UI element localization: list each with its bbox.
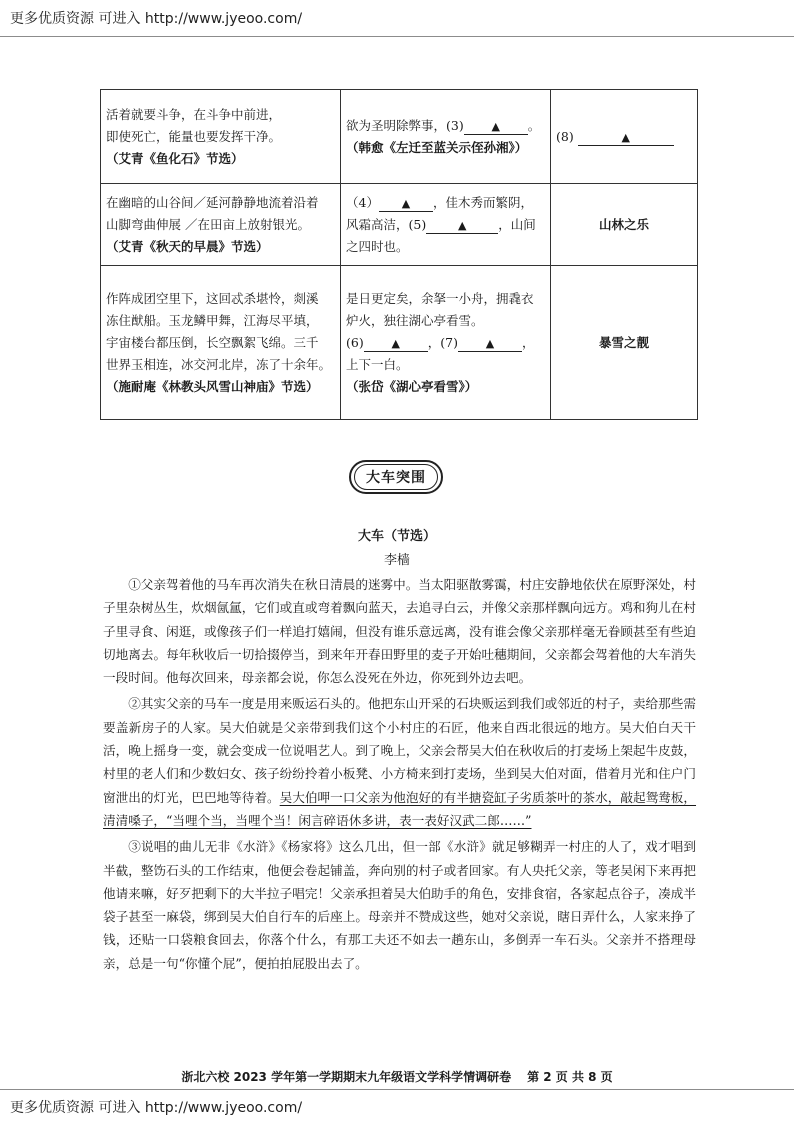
modern-line: 宇宙楼台都压倒，长空飘絮飞绵。三千 bbox=[106, 334, 319, 350]
classical-line: 上下一白。 bbox=[346, 356, 409, 372]
modern-poem-cell bbox=[101, 90, 341, 184]
article-title: 大车（节选） bbox=[357, 529, 436, 544]
modern-line: 山脚弯曲伸展 ／在田亩上放射银光。 bbox=[106, 216, 310, 232]
top-banner: 更多优质资源 可进入 http://www.jyeoo.com/ bbox=[10, 11, 303, 27]
answer-blank-5[interactable] bbox=[426, 218, 498, 234]
answer-blank-8[interactable] bbox=[578, 130, 674, 146]
section-badge bbox=[349, 460, 443, 494]
classical-line: 是日更定矣，余拏一小舟，拥毳衣 bbox=[346, 290, 534, 306]
table-row bbox=[101, 184, 698, 266]
page-footer bbox=[0, 1068, 794, 1085]
theme-cell: 山林之乐 bbox=[551, 184, 698, 266]
article-body bbox=[103, 573, 696, 975]
answer-blank-4[interactable] bbox=[379, 196, 433, 212]
paragraph: ③说唱的曲儿无非《水浒》《杨家将》这么几出，但一部《水浒》就足够糊弄一村庄的人了，戏才唱到半截，整饬石头的工作结束，他便会卷起铺盖，奔向别的村子或者回家。有人央托父亲，等老吴闲下来再把他请来嘛，好歹把剩下的大半拉子唱完！父亲承担着吴大伯助手的角色，安排食宿，各家起点谷子，凑成半袋子甚至一麻袋，绑到吴大伯自行车的后座上。母亲并不赞成这些，她对父亲说，瞎日弄什么，人家来挣了钱，还贴一口袋粮食回去，你落个什么，有那工夫还不如去一趟东山，多倒弄一车石头。父亲并不搭理母亲，总是一句“你懂个屁”，便拍拍屁股出去了。 bbox=[103, 839, 696, 971]
page-number: 第 2 页 共 8 页 bbox=[527, 1070, 613, 1084]
classical-poem-cell bbox=[341, 266, 551, 420]
top-divider bbox=[0, 36, 794, 37]
modern-line: 在幽暗的山谷间／延河静静地流着沿着 bbox=[106, 194, 319, 210]
triangle-marker-icon: ▲ bbox=[485, 336, 495, 350]
modern-poem-cell bbox=[101, 184, 341, 266]
classical-line: 之四时也。 bbox=[346, 238, 409, 254]
classical-line: 风霜高洁，(5) ▲ ，山间 bbox=[346, 216, 536, 232]
answer-blank-7[interactable] bbox=[458, 336, 522, 352]
classical-poem-cell bbox=[341, 90, 551, 184]
theme-cell: 暴雪之靓 bbox=[551, 266, 698, 420]
exam-title: 浙北六校 2023 学年第一学期期末九年级语文学科学情调研卷 bbox=[181, 1070, 512, 1084]
paragraph: ②其实父亲的马车一度是用来贩运石头的。他把东山开采的石块贩运到我们或邻近的村子，卖给那些需要盖新房子的人家。吴大伯就是父亲带到我们这个小村庄的石匠，他来自西北很远的地方。吴大伯白天干活，晚上摇身一变，就会变成一位说唱艺人。到了晚上，父亲会帮吴大伯在秋收后的打麦场上架起牛皮鼓，村里的老人们和少数妇女、孩子纷纷拎着小板凳、小方椅来到打麦场，坐到吴大伯对面，借着月光和住户门窗泄出的灯光，巴巴地等待着。吴大伯呷一口父亲为他泡好的有半搪瓷缸子劣质茶叶的茶水，敲起鸳鸯板，清清嗓子，“当哩个当，当哩个当！闲言碎语休多讲，表一表好汉武二郎……” bbox=[103, 696, 697, 828]
triangle-marker-icon: ▲ bbox=[621, 130, 630, 144]
table-row bbox=[101, 266, 698, 420]
modern-source: （艾青《秋天的早晨》节选） bbox=[106, 238, 269, 254]
poem-comparison-table bbox=[100, 89, 698, 420]
table-row bbox=[101, 90, 698, 184]
modern-source: （施耐庵《林教头风雪山神庙》节选） bbox=[106, 378, 319, 394]
classical-source: （张岱《湖心亭看雪》） bbox=[346, 378, 478, 394]
theme-cell: (8) ▲ bbox=[551, 90, 698, 184]
modern-line: 作阵成团空里下，这回忒杀堪怜，剡溪 bbox=[106, 290, 319, 306]
triangle-marker-icon: ▲ bbox=[391, 336, 400, 350]
paragraph: ①父亲驾着他的马车再次消失在秋日清晨的迷雾中。当太阳驱散雾霭，村庄安静地依伏在原野深处，村子里杂树丛生，炊烟氤氲，它们或直或弯着飘向蓝天，去追寻白云，并像父亲那样飘向远方。鸡和狗儿在村子里寻食、闲逛，或像孩子们一样追打嬉闹，但没有谁乐意远离，没有谁会像父亲那样毫无眷顾甚至有些迫切地离去。每年秋收后一切拾掇停当，到来年开春田野里的麦子开始吐穗期间，父亲都会驾着他的大车消失一段时间。他每次回来，母亲都会说，你怎么没死在外边，你死到外边去吧。 bbox=[103, 577, 696, 686]
modern-line: 世界玉相连，冰交河北岸，冻了十余年。 bbox=[106, 356, 332, 372]
underlined-sentence: 吴大伯呷一口父亲为他泡好的有半搪瓷缸子劣质茶叶的茶水，敲起鸳鸯板，清清嗓子，“当哩个当，当哩个当！闲言碎语休多讲，表一表好汉武二郎……” bbox=[103, 789, 697, 828]
answer-blank-3[interactable] bbox=[464, 119, 528, 135]
modern-line: 冻住猷船。玉龙鳞甲舞，江海尽平填， bbox=[106, 312, 319, 328]
modern-source: （艾青《鱼化石》节选） bbox=[106, 150, 244, 166]
modern-poem-cell bbox=[101, 266, 341, 420]
triangle-marker-icon: ▲ bbox=[401, 196, 411, 210]
classical-line: （4） ▲ ，佳木秀而繁阴， bbox=[346, 194, 533, 210]
article-author: 李樯 bbox=[383, 553, 410, 568]
classical-line: (6) ▲ ，(7) ▲ ， bbox=[346, 334, 535, 350]
triangle-marker-icon: ▲ bbox=[458, 218, 467, 232]
modern-line: 活着就要斗争，在斗争中前进， bbox=[106, 106, 282, 122]
section-badge-label: 大车突围 bbox=[354, 464, 438, 490]
answer-blank-6[interactable] bbox=[364, 336, 428, 352]
classical-line: 欲为圣明除弊事，(3) ▲ 。 bbox=[346, 117, 541, 133]
classical-source: （韩愈《左迁至蓝关示侄孙湘》） bbox=[346, 139, 528, 155]
bottom-divider bbox=[0, 1089, 794, 1090]
bottom-banner: 更多优质资源 可进入 http://www.jyeoo.com/ bbox=[10, 1100, 303, 1116]
modern-line: 即使死亡，能量也要发挥干净。 bbox=[106, 128, 282, 144]
classical-poem-cell bbox=[341, 184, 551, 266]
triangle-marker-icon: ▲ bbox=[491, 119, 500, 133]
classical-line: 炉火，独往湖心亭看雪。 bbox=[346, 312, 484, 328]
